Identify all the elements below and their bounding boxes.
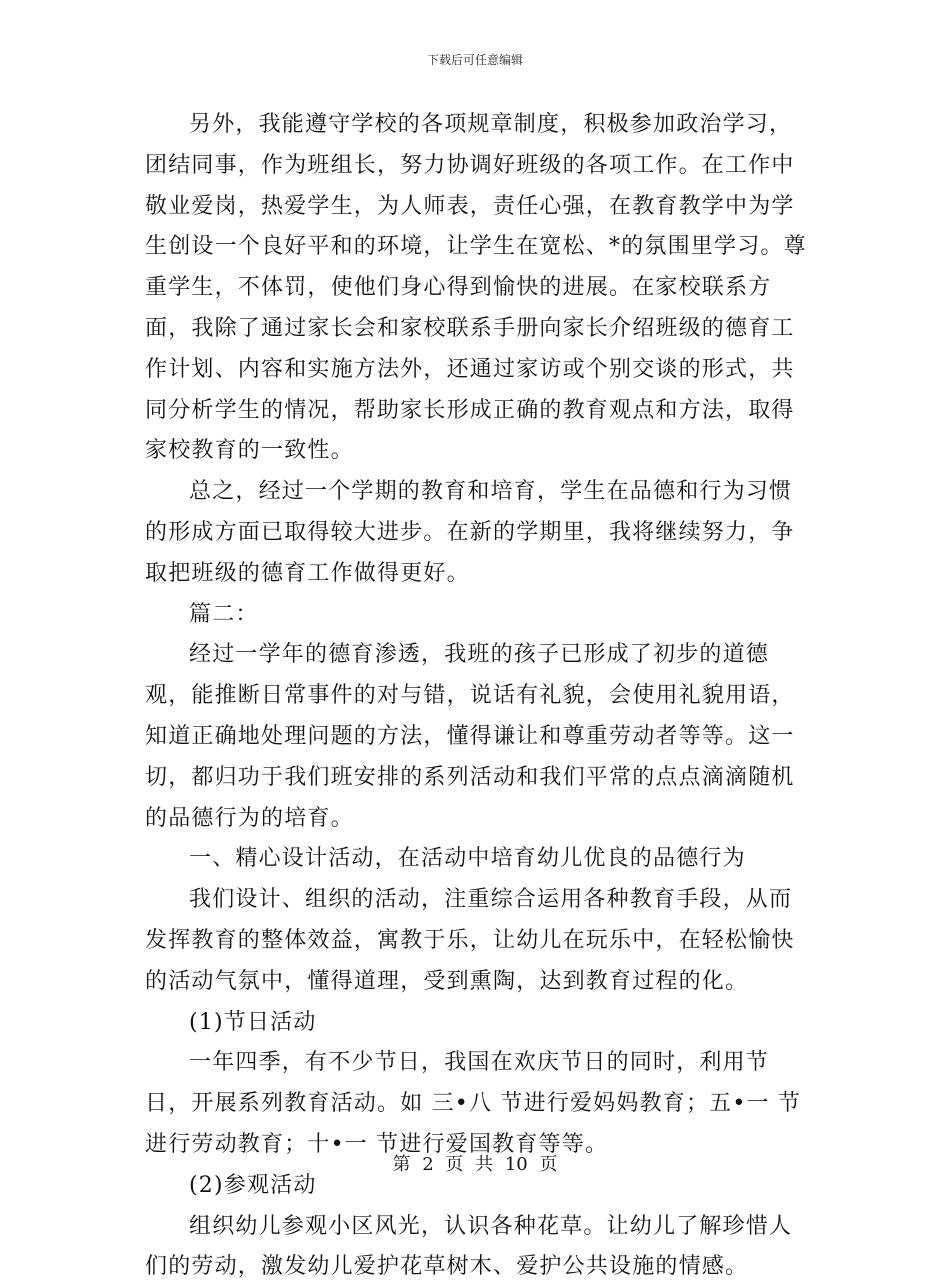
document-body [145, 105, 810, 1288]
paragraph-1: 另外，我能遵守学校的各项规章制度，积极参加政治学习，团结同事，作为班组长，努力协调好班级的各项工作。在工作中敬业爱岗，热爱学生，为人师表，责任心强，在教育教学中为学生创设一个良好平和的环境，让学生在宽松、*的氛围里学习。尊重学生，不体罚，使他们身心得到愉快的进展。在家校联系方面，我除了通过家长会和家校联系手册向家长介绍班级的德育工作计划、内容和实施方法外，还通过家访或个别交谈的形式，共同分析学生的情况，帮助家长形成正确的教育观点和方法，取得家校教育的一致性。 [145, 112, 807, 464]
paragraph-5: 一年四季，有不少节日，我国在欢庆节日的同时，利用节日，开展系列教育活动。如 三•八 节进行爱妈妈教育；五•一 节进行劳动教育；十•一 节进行爱国教育等等。 [145, 1050, 802, 1157]
section-heading-part-two: 篇二： [189, 601, 259, 627]
page-header-note: 下载后可任意编辑 [426, 53, 523, 67]
page-number: 第 2 页 共 10 页 [392, 1154, 558, 1175]
paragraph-2: 总之，经过一个学期的教育和培育，学生在品德和行为习惯的形成方面已取得较大进步。在新的学期里，我将继续努力，争取把班级的德育工作做得更好。 [145, 479, 795, 586]
section-heading-activities: 一、精心设计活动，在活动中培育幼儿优良的品德行为 [189, 846, 746, 872]
paragraph-6: 组织幼儿参观小区风光，认识各种花草。让幼儿了解珍惜人们的劳动，激发幼儿爱护花草树木、爱护公共设施的情感。 [145, 1213, 793, 1280]
subheading-festival-activities: (1)节日活动 [189, 1009, 317, 1035]
subheading-visit-activities: (2)参观活动 [189, 1172, 317, 1198]
paragraph-4: 我们设计、组织的活动，注重综合运用各种教育手段，从而发挥教育的整体效益，寓教于乐，让幼儿在玩乐中，在轻松愉快的活动气氛中，懂得道理，受到熏陶，达到教育过程的化。 [145, 887, 795, 994]
paragraph-3: 经过一学年的德育渗透，我班的孩子已形成了初步的道德观，能推断日常事件的对与错，说话有礼貌，会使用礼貌用语，知道正确地处理问题的方法，懂得谦让和尊重劳动者等等。这一切，都归功于我们班安排的系列活动和我们平常的点点滴滴随机的品德行为的培育。 [145, 642, 795, 831]
